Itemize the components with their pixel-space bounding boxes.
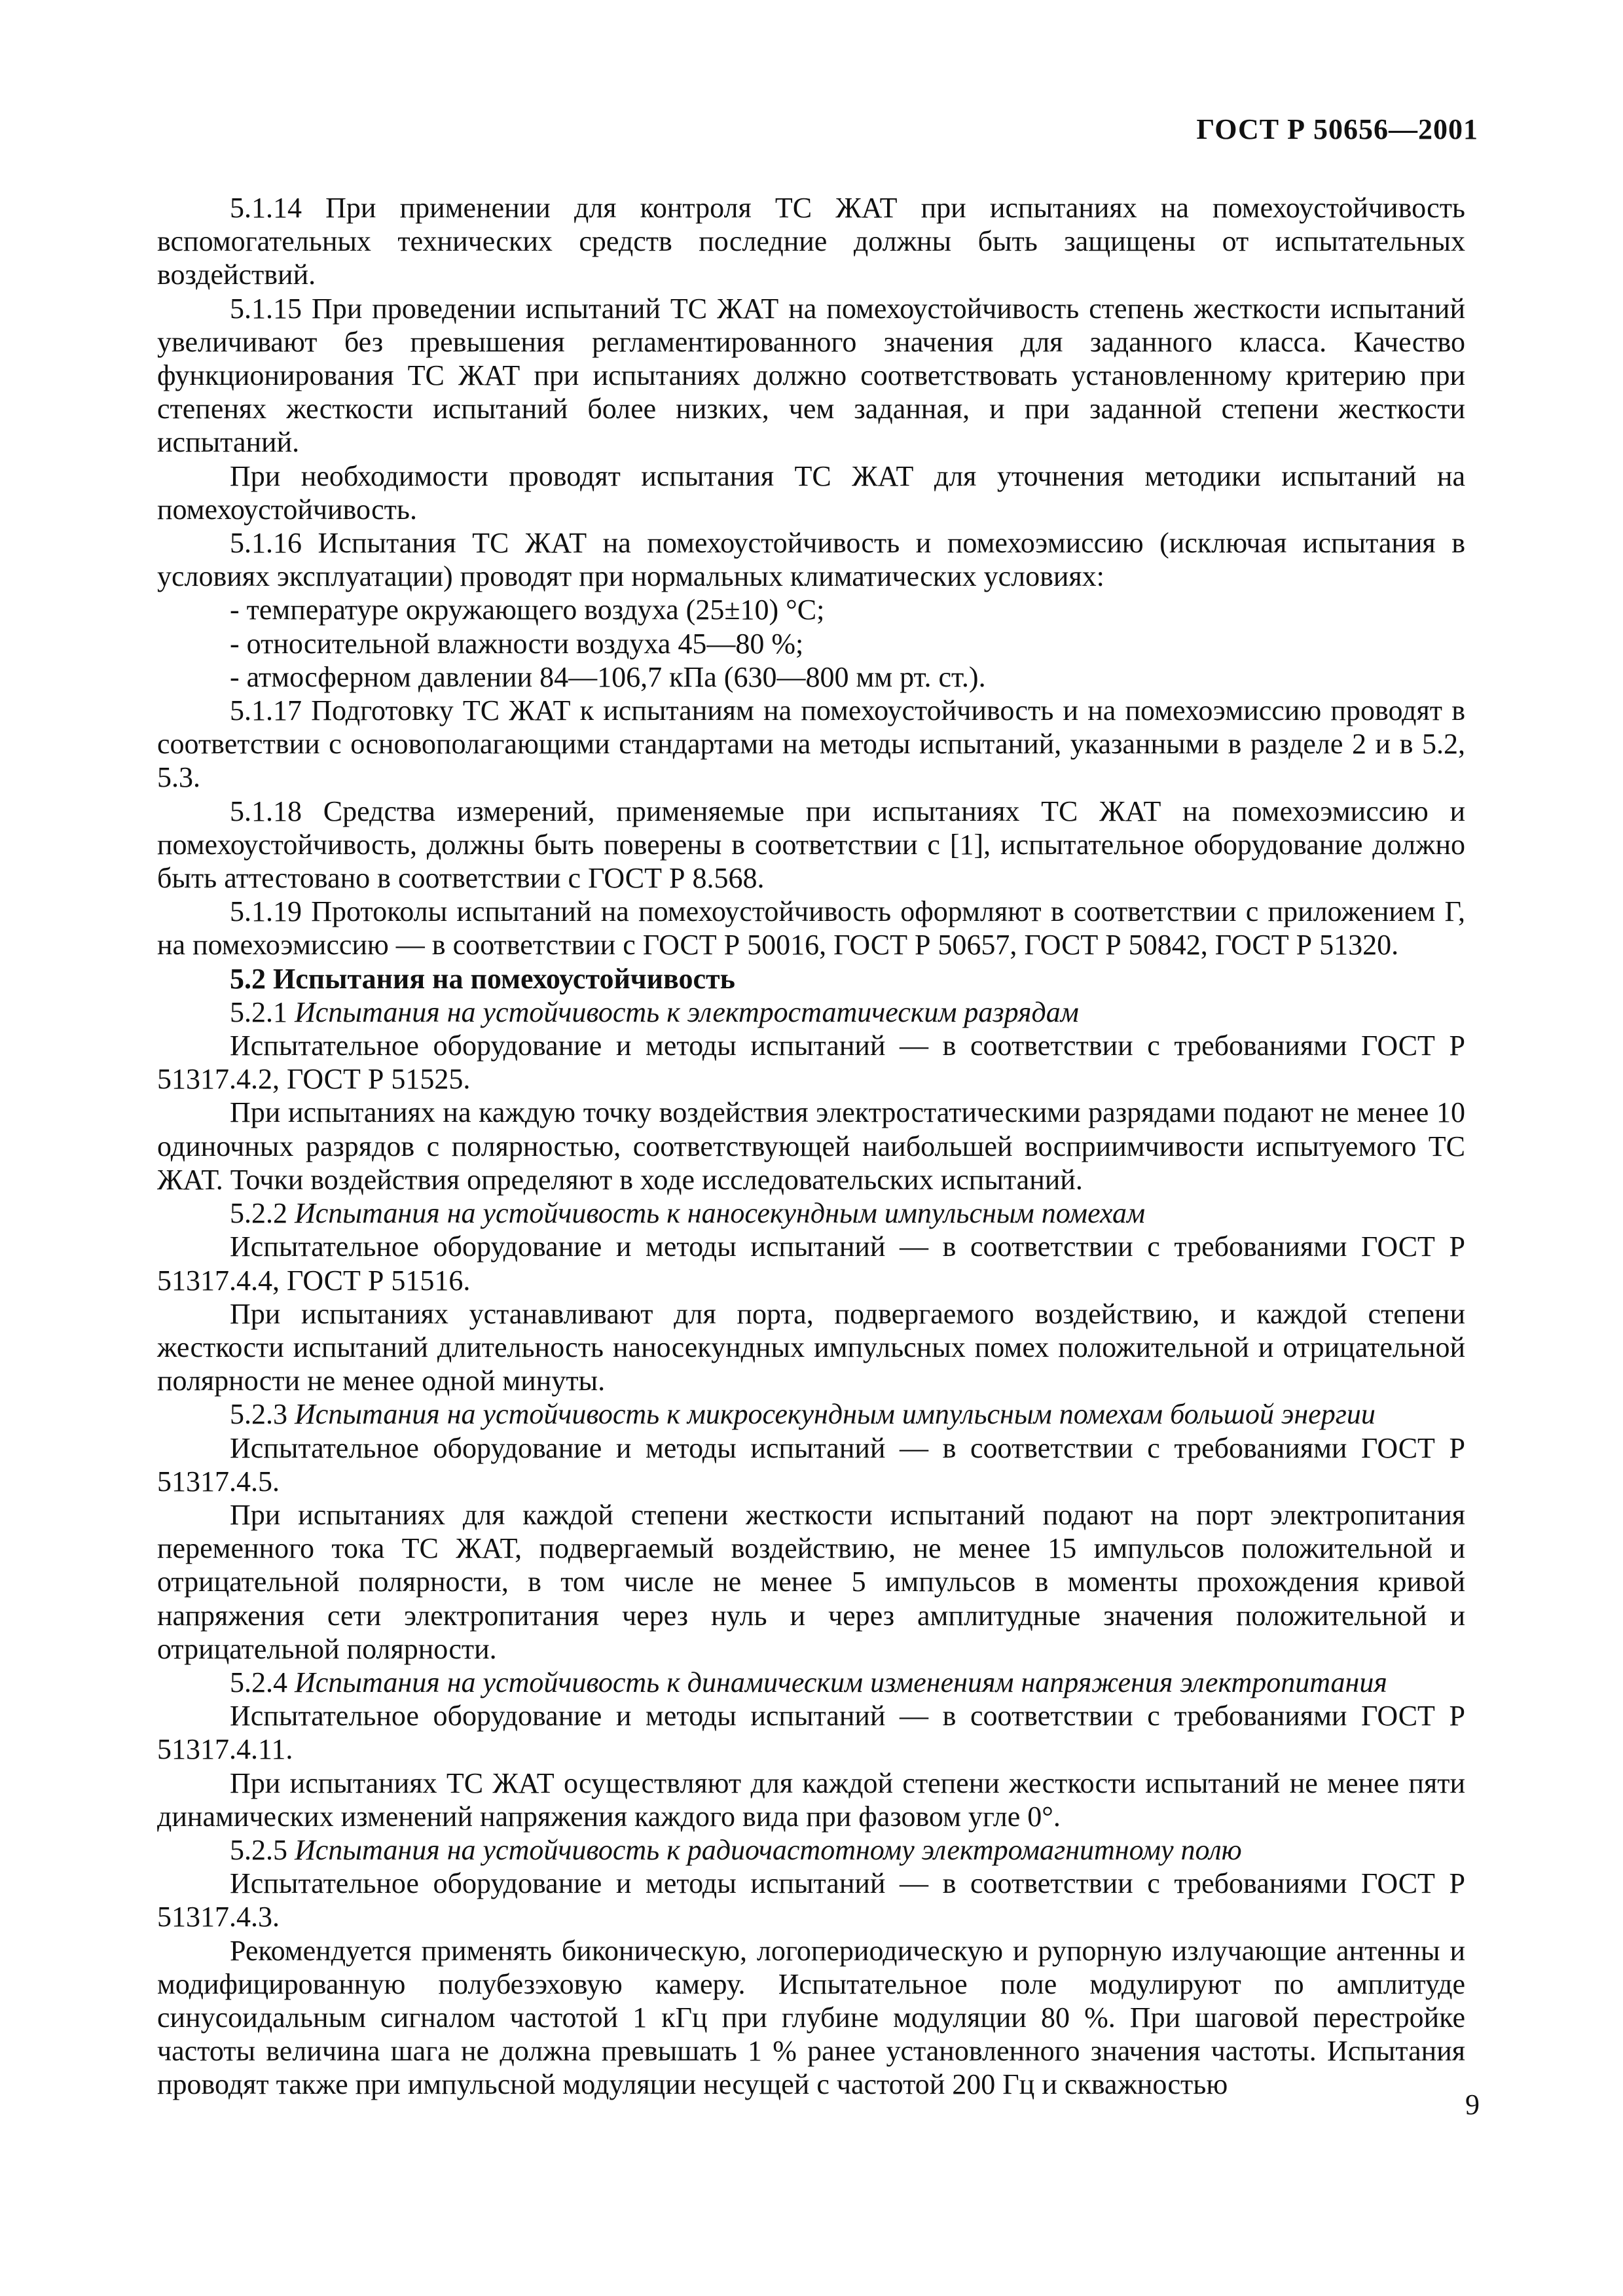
paragraph: Испытательное оборудование и методы испытаний — в соответствии с требованиями ГОСТ Р 51317.4.4, ГОСТ Р 51516. bbox=[157, 1230, 1465, 1297]
paragraph: Испытательное оборудование и методы испытаний — в соответствии с требованиями ГОСТ Р 51317.4.5. bbox=[157, 1431, 1465, 1498]
paragraph-5-1-15: 5.1.15 При проведении испытаний ТС ЖАТ на помехоустойчивость степень жесткости испытаний увеличивают без превышения регламентированного значения для заданного класса. Качество функционирования ТС ЖАТ при испытаниях должно соответствовать установленному критерию при степенях жесткости испытаний более низких, чем заданная, и при заданной степени жесткости испытаний. bbox=[157, 292, 1465, 459]
paragraph: При испытаниях для каждой степени жесткости испытаний подают на порт электропитания переменного тока ТС ЖАТ, подвергаемый воздействию, не менее 15 импульсов положительной и отрицательной полярности, в том числе не менее 5 импульсов в моменты прохождения кривой напряжения сети электропитания через нуль и через амплитудные значения положительной и отрицательной полярности. bbox=[157, 1498, 1465, 1665]
list-item: - атмосферном давлении 84—106,7 кПа (630—800 мм рт. ст.). bbox=[230, 660, 986, 693]
paragraph: Испытательное оборудование и методы испытаний — в соответствии с требованиями ГОСТ Р 51317.4.3. bbox=[157, 1867, 1465, 1933]
paragraph: При испытаниях на каждую точку воздействия электростатическими разрядами подают не менее 10 одиночных разрядов с полярностью, соответствующей наибольшей восприимчивости испытуемого ТС ЖАТ. Точки воздействия определяют в ходе исследовательских испытаний. bbox=[157, 1096, 1465, 1196]
paragraph: Рекомендуется применять биконическую, логопериодическую и рупорную излучающие антенны и модифицированную полубезэховую камеру. Испытательное поле модулируют по амплитуде синусоидальным сигналом частотой 1 кГц при глубине модуляции 80 %. При шаговой перестройке частоты величина шага не должна превышать 1 % ранее установленного значения частоты. Испытания проводят также при импульсной модуляции несущей с частотой 200 Гц и скважностью bbox=[157, 1934, 1465, 2101]
paragraph-5-1-16: 5.1.16 Испытания ТС ЖАТ на помехоустойчивость и помехоэмиссию (исключая испытания в условиях эксплуатации) проводят при нормальных климатических условиях: bbox=[157, 527, 1465, 593]
paragraph-5-1-14: 5.1.14 При применении для контроля ТС ЖАТ при испытаниях на помехоустойчивость вспомогательных технических средств последние должны быть защищены от испытательных воздействий. bbox=[157, 192, 1465, 291]
subsection-5-2-3-heading bbox=[157, 1397, 1465, 1431]
subsection-title: Испытания на устойчивость к микросекундным импульсным помехам большой энергии bbox=[295, 1398, 1376, 1431]
subsection-number: 5.2.2 bbox=[230, 1197, 287, 1230]
page-number: 9 bbox=[1465, 2089, 1480, 2121]
subsection-number: 5.2.5 bbox=[230, 1833, 287, 1866]
list-item: - температуре окружающего воздуха (25±10) °С; bbox=[230, 594, 825, 626]
paragraph: Испытательное оборудование и методы испытаний — в соответствии с требованиями ГОСТ Р 51317.4.11. bbox=[157, 1700, 1465, 1766]
subsection-number: 5.2.4 bbox=[230, 1666, 287, 1698]
subsection-title: Испытания на устойчивость к наносекундным импульсным помехам bbox=[295, 1197, 1146, 1230]
list-item: - относительной влажности воздуха 45—80 %; bbox=[230, 627, 804, 660]
subsection-number: 5.2.1 bbox=[230, 996, 287, 1028]
subsection-5-2-1-heading bbox=[157, 996, 1465, 1029]
paragraph-5-1-19: 5.1.19 Протоколы испытаний на помехоустойчивость оформляют в соответствии с приложением Г, на помехоэмиссию — в соответствии с ГОСТ Р 50016, ГОСТ Р 50657, ГОСТ Р 50842, ГОСТ Р 51320. bbox=[157, 895, 1465, 961]
document-body bbox=[157, 191, 1465, 2102]
paragraph: При испытаниях устанавливают для порта, подвергаемого воздействию, и каждой степени жесткости испытаний длительность наносекундных импульсных помех положительной и отрицательной полярности не менее одной минуты. bbox=[157, 1297, 1465, 1397]
subsection-title: Испытания на устойчивость к динамическим изменениям напряжения электропитания bbox=[295, 1666, 1387, 1698]
paragraph: При необходимости проводят испытания ТС ЖАТ для уточнения методики испытаний на помехоустойчивость. bbox=[157, 459, 1465, 526]
subsection-5-2-2-heading bbox=[157, 1196, 1465, 1230]
subsection-title: Испытания на устойчивость к радиочастотному электромагнитному полю bbox=[295, 1833, 1242, 1866]
subsection-title: Испытания на устойчивость к электростатическим разрядам bbox=[295, 996, 1079, 1028]
section-heading-5-2: 5.2 Испытания на помехоустойчивость bbox=[230, 962, 735, 995]
paragraph: При испытаниях ТС ЖАТ осуществляют для каждой степени жесткости испытаний не менее пяти динамических изменений напряжения каждого вида при фазовом угле 0°. bbox=[157, 1767, 1465, 1833]
subsection-5-2-5-heading bbox=[157, 1833, 1465, 1867]
paragraph: Испытательное оборудование и методы испытаний — в соответствии с требованиями ГОСТ Р 51317.4.2, ГОСТ Р 51525. bbox=[157, 1030, 1465, 1096]
subsection-number: 5.2.3 bbox=[230, 1398, 287, 1431]
paragraph-5-1-18: 5.1.18 Средства измерений, применяемые при испытаниях ТС ЖАТ на помехоэмиссию и помехоустойчивость, должны быть поверены в соответствии с [1], испытательное оборудование должно быть аттестовано в соответствии с ГОСТ Р 8.568. bbox=[157, 795, 1465, 895]
paragraph-5-1-17: 5.1.17 Подготовку ТС ЖАТ к испытаниям на помехоустойчивость и на помехоэмиссию проводят в соответствии с основополагающими стандартами на методы испытаний, указанными в разделе 2 и в 5.2, 5.3. bbox=[157, 694, 1465, 794]
subsection-5-2-4-heading bbox=[157, 1666, 1465, 1699]
document-header: ГОСТ Р 50656—2001 bbox=[1196, 113, 1478, 145]
